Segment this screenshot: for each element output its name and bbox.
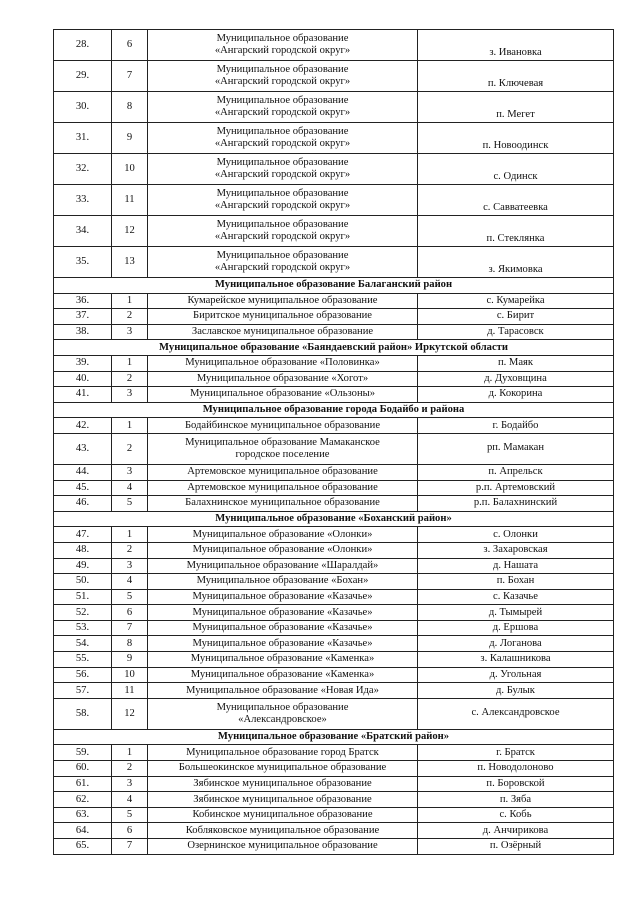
municipality-name: [148, 558, 418, 574]
settlement-name: д. Булык: [418, 683, 614, 699]
municipality-name-line: Муниципальное образование «Половинка»: [185, 357, 380, 369]
row-number: 42.: [54, 418, 112, 434]
municipality-name-line: Муниципальное образование «Каменка»: [190, 668, 375, 680]
sub-number: 2: [112, 309, 148, 325]
row-number: 62.: [54, 792, 112, 808]
row-number: 46.: [54, 496, 112, 512]
row-number: 57.: [54, 683, 112, 699]
municipality-name: [148, 464, 418, 480]
sub-number: 3: [112, 387, 148, 403]
municipality-name-line: Кобляковское муниципальное образование: [185, 824, 380, 836]
row-number: 53.: [54, 620, 112, 636]
municipality-name-line: городское поселение: [235, 448, 330, 460]
municipality-name-line: Муниципальное образование: [216, 701, 349, 713]
settlements-table: [53, 29, 614, 855]
municipality-name-line: «Ангарский городской округ»: [214, 169, 351, 180]
municipality-name: [148, 698, 418, 729]
row-number: 61.: [54, 776, 112, 792]
municipality-name-line: «Ангарский городской округ»: [214, 200, 351, 211]
municipality-name-line: Биритское муниципальное образование: [193, 310, 372, 322]
municipality-name: [148, 309, 418, 325]
row-number: 48.: [54, 542, 112, 558]
municipality-name: [148, 185, 418, 216]
municipality-name: [148, 620, 418, 636]
municipality-name: [148, 823, 418, 839]
row-number: 50.: [54, 574, 112, 590]
table-row: [54, 745, 614, 761]
municipality-name-line: Муниципальное образование «Казачье»: [192, 622, 373, 634]
municipality-name-line: Кумарейское муниципальное образование: [187, 294, 378, 306]
row-number: 32.: [54, 154, 112, 185]
row-number: 31.: [54, 123, 112, 154]
municipality-name-line: Артемовское муниципальное образование: [187, 466, 378, 478]
municipality-name-line: Муниципальное образование город Братск: [186, 746, 379, 758]
settlement-name: з. Калашникова: [418, 652, 614, 668]
municipality-name: [148, 293, 418, 309]
section-header-row: [54, 278, 614, 294]
municipality-name: [148, 527, 418, 543]
settlement-name: с. Кумарейка: [418, 293, 614, 309]
row-number: 60.: [54, 761, 112, 777]
section-title: Муниципальное образование Балаганский район: [54, 278, 614, 294]
row-number: 41.: [54, 387, 112, 403]
municipality-name: [148, 92, 418, 123]
sub-number: 1: [112, 293, 148, 309]
sub-number: 1: [112, 745, 148, 761]
sub-number: 8: [112, 92, 148, 123]
municipality-name-line: «Ангарский городской округ»: [214, 45, 351, 56]
sub-number: 3: [112, 464, 148, 480]
sub-number: 6: [112, 30, 148, 61]
municipality-name-line: Балахнинское муниципальное образование: [185, 497, 380, 509]
municipality-name: [148, 154, 418, 185]
settlement-name: п. Новодолоново: [418, 761, 614, 777]
municipality-name: [148, 247, 418, 278]
settlement-name: д. Духовщина: [418, 371, 614, 387]
row-number: 58.: [54, 698, 112, 729]
municipality-name-line: Зябинское муниципальное образование: [193, 777, 372, 789]
municipality-name-line: Муниципальное образование: [216, 250, 349, 261]
municipality-name-line: Большеокинское муниципальное образование: [178, 762, 387, 774]
settlement-name: з. Захаровская: [418, 542, 614, 558]
municipality-name: [148, 605, 418, 621]
settlement-name: п. Боровской: [418, 776, 614, 792]
sub-number: 9: [112, 123, 148, 154]
table-row: [54, 480, 614, 496]
sub-number: 4: [112, 574, 148, 590]
municipality-name: [148, 355, 418, 371]
settlement-name: д. Анчирикова: [418, 823, 614, 839]
settlement-name: з. Якимовка: [418, 247, 614, 278]
table-row: [54, 433, 614, 464]
sub-number: 2: [112, 433, 148, 464]
municipality-name-line: Муниципальное образование «Каменка»: [190, 653, 375, 665]
municipality-name: [148, 807, 418, 823]
table-row: [54, 620, 614, 636]
row-number: 63.: [54, 807, 112, 823]
table-row: [54, 185, 614, 216]
municipality-name: [148, 480, 418, 496]
municipality-name: [148, 683, 418, 699]
section-header-row: [54, 340, 614, 356]
row-number: 39.: [54, 355, 112, 371]
table-row: [54, 30, 614, 61]
row-number: 40.: [54, 371, 112, 387]
sub-number: 2: [112, 761, 148, 777]
row-number: 28.: [54, 30, 112, 61]
settlement-name: с. Казачье: [418, 589, 614, 605]
municipality-name-line: Муниципальное образование: [216, 188, 349, 199]
sub-number: 1: [112, 355, 148, 371]
sub-number: 7: [112, 620, 148, 636]
row-number: 38.: [54, 324, 112, 340]
table-row: [54, 652, 614, 668]
settlement-name: с. Олонки: [418, 527, 614, 543]
settlement-name: п. Ключевая: [418, 61, 614, 92]
settlement-name: с. Савватеевка: [418, 185, 614, 216]
municipality-name-line: «Ангарский городской округ»: [214, 107, 351, 118]
municipality-name: [148, 761, 418, 777]
municipality-name: [148, 371, 418, 387]
sub-number: 5: [112, 807, 148, 823]
municipality-name-line: Муниципальное образование «Казачье»: [192, 637, 373, 649]
settlement-name: д. Кокорина: [418, 387, 614, 403]
row-number: 65.: [54, 839, 112, 855]
row-number: 59.: [54, 745, 112, 761]
municipality-name: [148, 496, 418, 512]
municipality-name-line: «Ангарский городской округ»: [214, 138, 351, 149]
row-number: 44.: [54, 464, 112, 480]
settlement-name: с. Александровское: [418, 698, 614, 729]
row-number: 54.: [54, 636, 112, 652]
municipality-name: [148, 123, 418, 154]
section-title: Муниципальное образование «Боханский район»: [54, 511, 614, 527]
municipality-name-line: Муниципальное образование «Олонки»: [192, 544, 373, 556]
settlement-name: п. Озёрный: [418, 839, 614, 855]
table-row: [54, 527, 614, 543]
municipality-name-line: Муниципальное образование Мамаканское: [185, 436, 380, 448]
municipality-name-line: Муниципальное образование «Бохан»: [196, 575, 369, 587]
table-row: [54, 154, 614, 185]
table-row: [54, 605, 614, 621]
municipality-name: [148, 387, 418, 403]
row-number: 49.: [54, 558, 112, 574]
sub-number: 6: [112, 823, 148, 839]
settlement-name: д. Логанова: [418, 636, 614, 652]
settlement-name: с. Кобь: [418, 807, 614, 823]
settlement-name: п. Новоодинск: [418, 123, 614, 154]
municipality-name-line: «Ангарский городской округ»: [214, 262, 351, 273]
sub-number: 10: [112, 667, 148, 683]
table-row: [54, 823, 614, 839]
municipality-name-line: «Александровское»: [238, 713, 327, 725]
municipality-name-line: Муниципальное образование: [216, 126, 349, 137]
settlement-name: з. Ивановка: [418, 30, 614, 61]
settlements-table-body: [54, 30, 614, 855]
row-number: 37.: [54, 309, 112, 325]
municipality-name-line: Муниципальное образование «Олонки»: [192, 528, 373, 540]
sub-number: 2: [112, 371, 148, 387]
municipality-name-line: Бодайбинское муниципальное образование: [184, 419, 381, 431]
row-number: 52.: [54, 605, 112, 621]
sub-number: 1: [112, 527, 148, 543]
row-number: 56.: [54, 667, 112, 683]
municipality-name-line: Муниципальное образование «Ользоны»: [189, 388, 376, 400]
municipality-name: [148, 324, 418, 340]
municipality-name-line: Артемовское муниципальное образование: [187, 481, 378, 493]
settlement-name: д. Угольная: [418, 667, 614, 683]
table-row: [54, 216, 614, 247]
table-row: [54, 698, 614, 729]
municipality-name-line: Муниципальное образование: [216, 33, 349, 44]
sub-number: 5: [112, 589, 148, 605]
sub-number: 4: [112, 792, 148, 808]
sub-number: 3: [112, 776, 148, 792]
sub-number: 12: [112, 216, 148, 247]
sub-number: 6: [112, 605, 148, 621]
table-row: [54, 418, 614, 434]
row-number: 47.: [54, 527, 112, 543]
table-row: [54, 61, 614, 92]
table-row: [54, 387, 614, 403]
table-row: [54, 92, 614, 123]
sub-number: 4: [112, 480, 148, 496]
section-header-row: [54, 402, 614, 418]
municipality-name: [148, 433, 418, 464]
municipality-name: [148, 30, 418, 61]
settlement-name: р.п. Балахнинский: [418, 496, 614, 512]
settlement-name: д. Тарасовск: [418, 324, 614, 340]
table-row: [54, 589, 614, 605]
settlement-name: п. Маяк: [418, 355, 614, 371]
table-row: [54, 371, 614, 387]
municipality-name: [148, 745, 418, 761]
settlement-name: д. Нашата: [418, 558, 614, 574]
settlement-name: д. Тымырей: [418, 605, 614, 621]
sub-number: 8: [112, 636, 148, 652]
municipality-name-line: Муниципальное образование: [216, 95, 349, 106]
municipality-name: [148, 636, 418, 652]
row-number: 29.: [54, 61, 112, 92]
sub-number: 9: [112, 652, 148, 668]
table-row: [54, 792, 614, 808]
municipality-name: [148, 61, 418, 92]
municipality-name-line: Муниципальное образование: [216, 157, 349, 168]
sub-number: 1: [112, 418, 148, 434]
municipality-name-line: Муниципальное образование «Казачье»: [192, 606, 373, 618]
table-row: [54, 558, 614, 574]
section-header-row: [54, 729, 614, 745]
municipality-name: [148, 792, 418, 808]
table-row: [54, 293, 614, 309]
municipality-name-line: Озернинское муниципальное образование: [187, 840, 378, 852]
sub-number: 5: [112, 496, 148, 512]
settlement-name: п. Зяба: [418, 792, 614, 808]
row-number: 45.: [54, 480, 112, 496]
municipality-name-line: Муниципальное образование: [216, 219, 349, 230]
settlement-name: д. Ершова: [418, 620, 614, 636]
row-number: 36.: [54, 293, 112, 309]
table-row: [54, 309, 614, 325]
table-row: [54, 839, 614, 855]
municipality-name: [148, 216, 418, 247]
table-row: [54, 683, 614, 699]
table-row: [54, 761, 614, 777]
sub-number: 7: [112, 839, 148, 855]
row-number: 64.: [54, 823, 112, 839]
municipality-name: [148, 589, 418, 605]
table-row: [54, 123, 614, 154]
row-number: 34.: [54, 216, 112, 247]
settlement-name: п. Мегет: [418, 92, 614, 123]
settlement-name: р.п. Артемовский: [418, 480, 614, 496]
municipality-name-line: Муниципальное образование «Хогот»: [196, 372, 369, 384]
sub-number: 7: [112, 61, 148, 92]
table-row: [54, 496, 614, 512]
section-title: Муниципальное образование «Братский район»: [54, 729, 614, 745]
table-row: [54, 247, 614, 278]
table-row: [54, 807, 614, 823]
municipality-name-line: Муниципальное образование: [216, 64, 349, 75]
municipality-name-line: Муниципальное образование «Новая Ида»: [186, 684, 379, 696]
row-number: 33.: [54, 185, 112, 216]
municipality-name-line: Кобинское муниципальное образование: [192, 809, 373, 821]
municipality-name: [148, 542, 418, 558]
sub-number: 12: [112, 698, 148, 729]
table-row: [54, 636, 614, 652]
settlement-name: г. Бодайбо: [418, 418, 614, 434]
sub-number: 10: [112, 154, 148, 185]
municipality-name: [148, 839, 418, 855]
settlement-name: г. Братск: [418, 745, 614, 761]
municipality-name: [148, 776, 418, 792]
municipality-name: [148, 667, 418, 683]
row-number: 55.: [54, 652, 112, 668]
settlement-name: с. Бирит: [418, 309, 614, 325]
row-number: 30.: [54, 92, 112, 123]
section-title: Муниципальное образование «Баяндаевский район» Иркутской области: [54, 340, 614, 356]
sub-number: 3: [112, 324, 148, 340]
row-number: 35.: [54, 247, 112, 278]
sub-number: 13: [112, 247, 148, 278]
row-number: 43.: [54, 433, 112, 464]
table-row: [54, 574, 614, 590]
municipality-name: [148, 652, 418, 668]
municipality-name-line: «Ангарский городской округ»: [214, 231, 351, 242]
table-row: [54, 542, 614, 558]
table-row: [54, 667, 614, 683]
municipality-name: [148, 574, 418, 590]
table-row: [54, 355, 614, 371]
table-row: [54, 324, 614, 340]
settlement-name: п. Бохан: [418, 574, 614, 590]
table-row: [54, 464, 614, 480]
sub-number: 11: [112, 683, 148, 699]
section-title: Муниципальное образование города Бодайбо и района: [54, 402, 614, 418]
sub-number: 2: [112, 542, 148, 558]
settlement-name: с. Одинск: [418, 154, 614, 185]
municipality-name-line: Зябинское муниципальное образование: [193, 793, 372, 805]
municipality-name-line: «Ангарский городской округ»: [214, 76, 351, 87]
section-header-row: [54, 511, 614, 527]
settlement-name: п. Апрельск: [418, 464, 614, 480]
settlement-name: п. Стеклянка: [418, 216, 614, 247]
municipality-name-line: Муниципальное образование «Шаралдай»: [186, 559, 379, 571]
municipality-name-line: Заславское муниципальное образование: [191, 326, 374, 338]
settlement-name: рп. Мамакан: [418, 433, 614, 464]
row-number: 51.: [54, 589, 112, 605]
table-row: [54, 776, 614, 792]
sub-number: 3: [112, 558, 148, 574]
municipality-name-line: Муниципальное образование «Казачье»: [192, 590, 373, 602]
municipality-name: [148, 418, 418, 434]
sub-number: 11: [112, 185, 148, 216]
